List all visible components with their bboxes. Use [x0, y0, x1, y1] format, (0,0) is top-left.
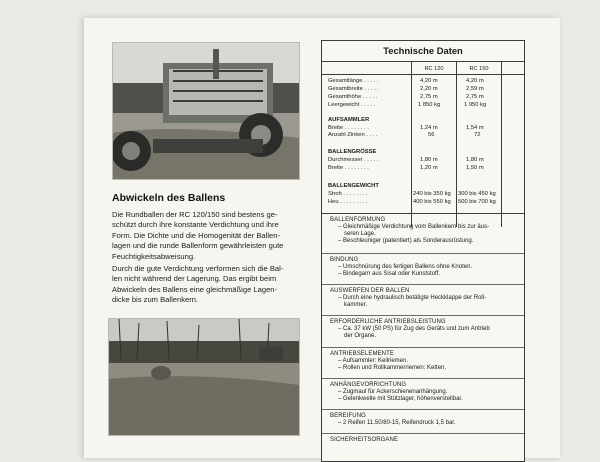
section-sicherheitsorgane	[330, 437, 398, 444]
divider	[322, 61, 524, 62]
divider	[322, 253, 524, 254]
spec-value: 400 bis 550 kg	[413, 199, 451, 205]
section-auswerfen	[330, 288, 486, 309]
section-line: – Aufsammler: Keilriemen.	[338, 358, 409, 364]
divider	[322, 378, 524, 379]
baler-photo	[112, 42, 300, 180]
paragraph-1: Die Rundballen der RC 120/150 sind bestens ge- schützt durch ihre konstante Verdichtung und ihre Form. Die Dichte und die Homogenität der Ballen- lagen und die runde Ballenform gewährleisten gute Feuchtigkeitsabweisung.	[112, 210, 284, 261]
spec-value: 56	[428, 132, 435, 138]
dim-label: Gesamtbreite . . . . .	[328, 86, 379, 92]
spec-label: Stroh . . . . . . . .	[328, 191, 368, 197]
section-title: ANTRIEBSELEMENTE	[330, 351, 394, 357]
spec-label: Durchmesser . . . . .	[328, 157, 379, 163]
column-header-rc120: RC 120	[424, 66, 444, 72]
spec-value: 72	[474, 132, 481, 138]
section-antriebsleistung	[330, 319, 490, 340]
divider	[322, 213, 524, 214]
group-title: BALLENGRÖSSE	[328, 149, 377, 155]
spec-label: Anzahl Zinken . . . .	[328, 132, 378, 138]
section-heading: Abwickeln des Ballens	[112, 192, 226, 204]
section-line: der Organe.	[344, 333, 377, 339]
dim-label: Leergewicht . . . . .	[328, 102, 376, 108]
dim-value: 2,59 m	[466, 86, 484, 92]
section-antriebselemente	[330, 351, 446, 372]
divider	[322, 347, 524, 348]
section-line: – Umschnürung des fertigen Ballens ohne Knoten.	[338, 264, 473, 270]
dim-value: 2,75 m	[420, 94, 438, 100]
dim-label: Gesamtlänge . . . . .	[328, 78, 379, 84]
tech-title: Technische Daten	[383, 45, 463, 56]
section-title: ERFORDERLICHE ANTRIEBSLEISTUNG	[330, 319, 446, 325]
spec-value: 1,54 m	[466, 125, 484, 131]
field-photo	[108, 318, 300, 436]
section-line: – Bindegarn aus Sisal oder Kunststoff.	[338, 271, 440, 277]
divider	[322, 284, 524, 285]
spec-value: 1,24 m	[420, 125, 438, 131]
spec-value: 1,80 m	[466, 157, 484, 163]
section-line: – Durch eine hydraulisch betätigte Heckklappe der Roll-	[338, 295, 487, 301]
divider	[501, 61, 502, 227]
spec-value: 1,20 m	[420, 165, 438, 171]
divider	[322, 409, 524, 410]
section-title: BALLENFORMUNG	[330, 217, 386, 223]
section-title: BINDUNG	[330, 257, 359, 263]
spec-label: Heu . . . . . . . . .	[328, 199, 368, 205]
paragraph-2: Durch die gute Verdichtung verformen sich die Bal- len nicht während der Lagerung. Das ergibt beim Abwickeln des Ballens eine gleichmäßige Lagen- dicke bis zum Ballenkern.	[112, 264, 284, 305]
section-line: – Gleichmäßige Verdichtung vom Ballenkern bis zur äus-	[338, 224, 490, 230]
section-line: kammer.	[344, 302, 368, 308]
spec-label: Breite . . . . . . . .	[328, 125, 369, 131]
section-bereifung	[330, 413, 456, 427]
divider	[411, 61, 412, 227]
divider	[322, 315, 524, 316]
section-ballenformung	[330, 217, 489, 245]
section-title: AUSWERFEN DER BALLEN	[330, 288, 410, 294]
spec-value: 240 bis 350 kg	[413, 191, 451, 197]
section-line: – Beschleuniger (patentiert) als Sonderausrüstung.	[338, 238, 474, 244]
spec-value: 500 bis 700 kg	[458, 199, 496, 205]
section-anhaengevorrichtung	[330, 382, 463, 403]
divider	[456, 61, 457, 227]
section-title: SICHERHEITSORGANE	[330, 437, 399, 443]
section-title: ANHÄNGEVORRICHTUNG	[330, 382, 407, 388]
dim-value: 1 850 kg	[418, 102, 441, 108]
spec-value: 1,50 m	[466, 165, 484, 171]
divider	[322, 433, 524, 434]
section-line: – Rollen und Rollkammerriemen: Ketten.	[338, 365, 447, 371]
divider	[322, 74, 524, 75]
section-line: – Zugmaul für Ackerschienenanhängung.	[338, 389, 448, 395]
dim-value: 2,20 m	[420, 86, 438, 92]
group-title: AUFSAMMLER	[328, 117, 370, 123]
dim-value: 1 950 kg	[464, 102, 487, 108]
section-line: – 2 Reifen 11.50/80-15, Reifendruck 1,5 bar.	[338, 420, 456, 426]
spec-value: 1,80 m	[420, 157, 438, 163]
dim-value: 2,75 m	[466, 94, 484, 100]
section-title: BEREIFUNG	[330, 413, 366, 419]
technical-data-box	[321, 40, 525, 462]
column-header-rc150: RC 150	[469, 66, 489, 72]
section-line: – Gelenkwelle mit Stützlager, höhenverstellbar.	[338, 396, 463, 402]
dim-value: 4,20 m	[420, 78, 438, 84]
section-line: – Ca. 37 kW (50 PS) für Zug des Geräts und zum Antrieb	[338, 326, 490, 332]
dim-value: 4,20 m	[466, 78, 484, 84]
group-title: BALLENGEWICHT	[328, 183, 379, 189]
dim-label: Gesamthöhe . . . . .	[328, 94, 378, 100]
section-bindung	[330, 257, 472, 278]
spec-label: Breite . . . . . . . .	[328, 165, 369, 171]
section-line: seren Lage.	[344, 231, 376, 237]
spec-value: 300 bis 450 kg	[458, 191, 496, 197]
